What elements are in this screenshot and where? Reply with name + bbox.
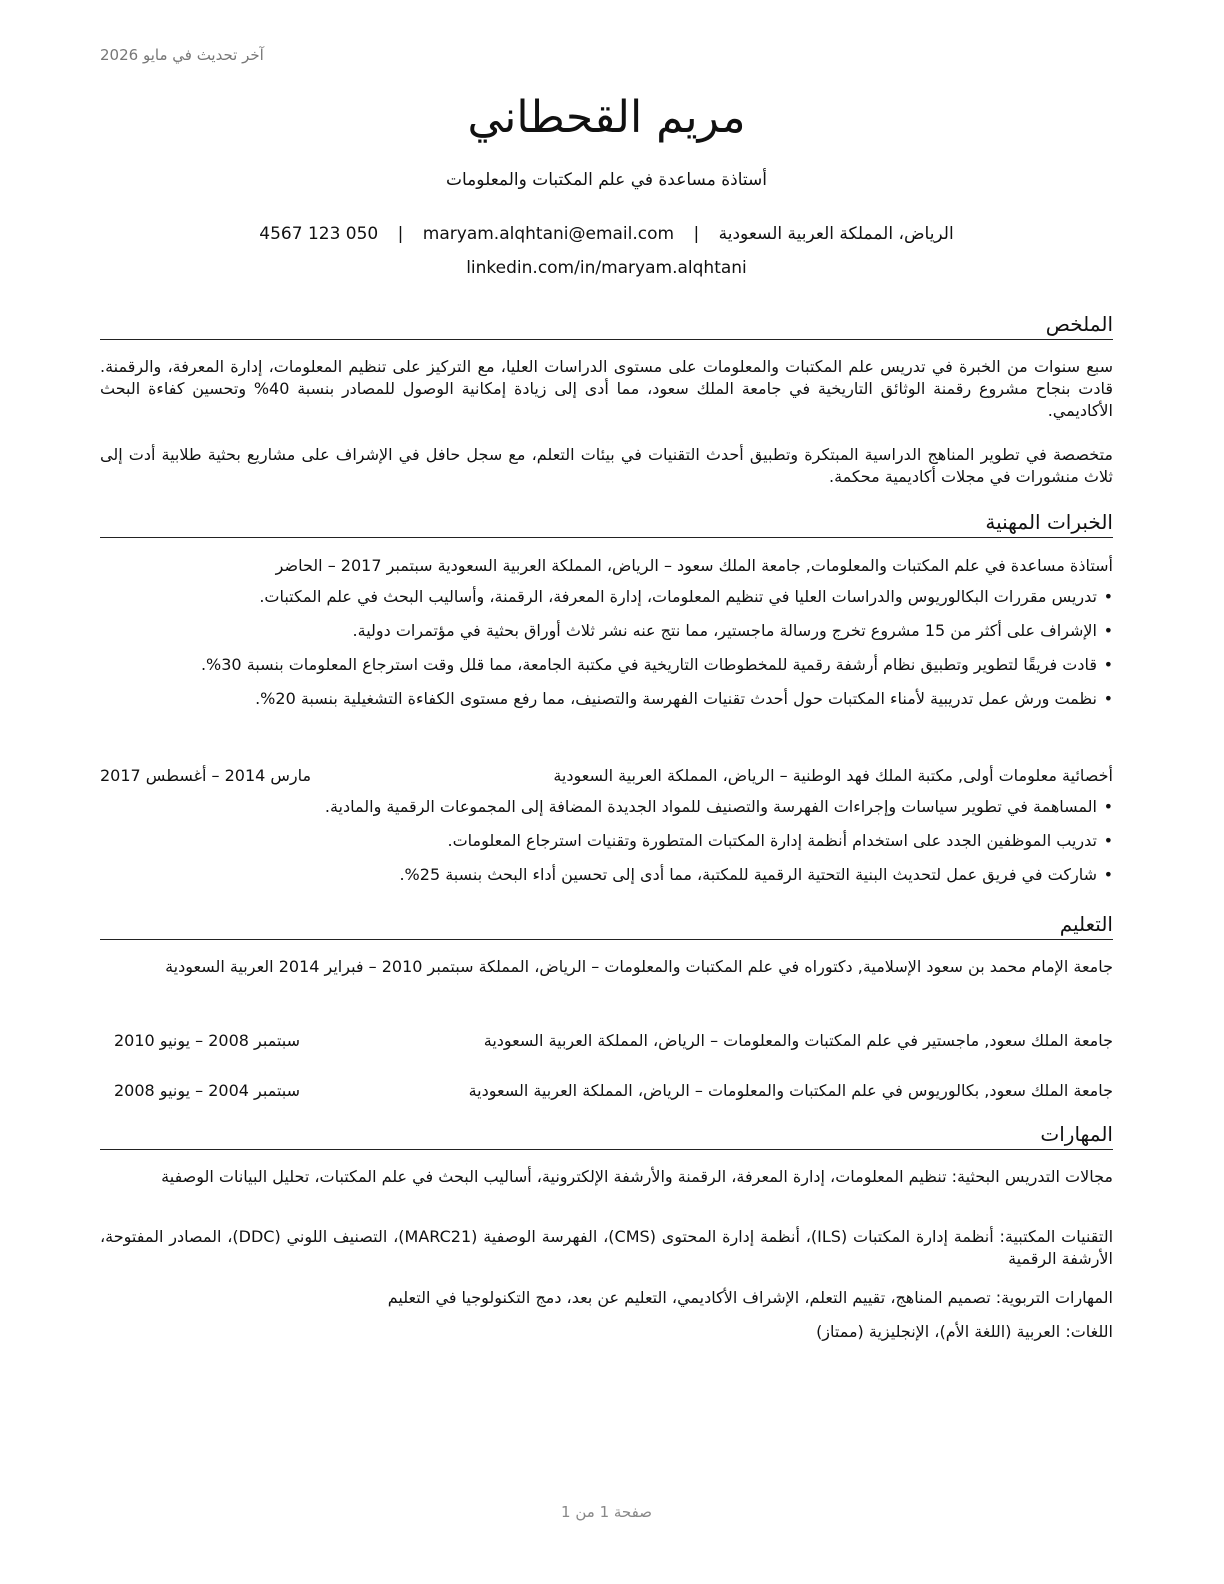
summary-paragraph: متخصصة في تطوير المناهج الدراسية المبتكرة وتطبيق أحدث التقنيات في بيئات التعلم، مع سجل حافل في الإشراف على مشاريع بحثية طلابية أدت إلى ثلاث منشورات في مجلات أكاديمية محكمة. bbox=[100, 445, 1113, 486]
section-heading-skills: المهارات bbox=[100, 1122, 1113, 1150]
education-dates: سبتمبر 2004 – يونيو 2008 bbox=[114, 1081, 301, 1100]
skill-line: اللغات: العربية (اللغة الأم)، الإنجليزية (ممتاز) bbox=[816, 1322, 1113, 1341]
section-heading-education: التعليم bbox=[100, 912, 1113, 940]
list-item: • شاركت في فريق عمل لتحديث البنية التحتية الرقمية للمكتبة، مما أدى إلى تحسين أداء البحث بنسبة 25%. bbox=[100, 864, 1113, 886]
list-item: • نظمت ورش عمل تدريبية لأمناء المكتبات حول أحدث تقنيات الفهرسة والتصنيف، مما رفع مستوى الكفاءة التشغيلية بنسبة 20%. bbox=[100, 688, 1113, 710]
job-title: أخصائية معلومات أولى, مكتبة الملك فهد الوطنية – الرياض، المملكة العربية السعودية bbox=[553, 766, 1113, 785]
linkedin-link[interactable]: linkedin.com/in/maryam.alqhtani bbox=[466, 258, 747, 278]
education-item: جامعة الإمام محمد بن سعود الإسلامية, دكتوراه في علم المكتبات والمعلومات – الرياض، المملكة سبتمبر 2010 – فبراير 2014 العربية السعودية bbox=[165, 957, 1113, 976]
last-updated: آخر تحديث في مايو 2026 bbox=[100, 46, 264, 64]
job-dates: مارس 2014 – أغسطس 2017 bbox=[100, 766, 312, 785]
section-heading-experience: الخبرات المهنية bbox=[100, 510, 1113, 538]
summary-paragraph: سبع سنوات من الخبرة في تدريس علم المكتبات والمعلومات على مستوى الدراسات العليا، مع التركيز على تنظيم المعلومات، إدارة المعرفة، والرقمنة. قادت بنجاح مشروع رقمنة الوثائق التاريخية في جامعة الملك سعود، مما أدى إلى زيادة إمكانية الوصول للمصادر بنسبة 40% وتحسين كفاءة البحث الأكاديمي. bbox=[100, 357, 1114, 420]
list-item: • تدريب الموظفين الجدد على استخدام أنظمة إدارة المكتبات المتطورة وتقنيات استرجاع المعلومات. bbox=[100, 830, 1113, 852]
job-headline bbox=[100, 555, 1113, 577]
skill-line: مجالات التدريس البحثية: تنظيم المعلومات، إدارة المعرفة، الرقمنة والأرشفة الإلكترونية، أساليب البحث في علم المكتبات، تحليل البيانات الوصفية bbox=[161, 1167, 1113, 1186]
job-headline bbox=[100, 765, 1113, 787]
education-item bbox=[100, 1080, 1113, 1102]
education-degree: جامعة الملك سعود, ماجستير في علم المكتبات والمعلومات – الرياض، المملكة العربية السعودية bbox=[483, 1031, 1113, 1050]
candidate-title: أستاذة مساعدة في علم المكتبات والمعلومات bbox=[446, 170, 767, 190]
email-link[interactable]: maryam.alqhtani@email.com bbox=[422, 224, 675, 244]
candidate-name: مريم القحطاني bbox=[467, 92, 746, 143]
phone-number: 4567 123 050 bbox=[259, 224, 379, 244]
separator: | bbox=[693, 224, 700, 244]
job-title: أستاذة مساعدة في علم المكتبات والمعلومات, جامعة الملك سعود – الرياض، المملكة العربية السعودية سبتمبر 2017 – الحاضر bbox=[275, 556, 1113, 575]
list-item: • قادت فريقًا لتطوير وتطبيق نظام أرشفة رقمية للمخطوطات التاريخية في مكتبة الجامعة، مما قلل وقت استرجاع المعلومات بنسبة 30%. bbox=[100, 654, 1113, 676]
education-dates: سبتمبر 2008 – يونيو 2010 bbox=[114, 1031, 301, 1050]
location: الرياض، المملكة العربية السعودية bbox=[718, 224, 954, 244]
education-degree: جامعة الملك سعود, بكالوريوس في علم المكتبات والمعلومات – الرياض، المملكة العربية السعودية bbox=[468, 1081, 1113, 1100]
education-item bbox=[100, 1030, 1113, 1052]
resume-page bbox=[100, 0, 1113, 1584]
list-item: • تدريس مقررات البكالوريوس والدراسات العليا في تنظيم المعلومات، إدارة المعرفة، الرقمنة، وأساليب البحث في علم المكتبات. bbox=[100, 586, 1113, 608]
list-item: • الإشراف على أكثر من 15 مشروع تخرج ورسالة ماجستير، مما نتج عنه نشر ثلاث أوراق بحثية في مؤتمرات دولية. bbox=[100, 620, 1113, 642]
job-bullets bbox=[100, 796, 1113, 898]
section-heading-summary: الملخص bbox=[100, 312, 1113, 340]
skill-line: المهارات التربوية: تصميم المناهج، تقييم التعلم، الإشراف الأكاديمي، التعليم عن بعد، دمج التكنولوجيا في التعليم bbox=[387, 1288, 1113, 1307]
separator: | bbox=[397, 224, 404, 244]
skill-line: التقنيات المكتبية: أنظمة إدارة المكتبات (ILS)، أنظمة إدارة المحتوى (CMS)، الفهرسة الوصفية (MARC21)، التصنيف اللوني (DDC)، المصادر المفتوحة، الأرشفة الرقمية bbox=[100, 1227, 1114, 1268]
contact-line bbox=[100, 224, 1113, 244]
list-item: • المساهمة في تطوير سياسات وإجراءات الفهرسة والتصنيف للمواد الجديدة المضافة إلى المجموعات الرقمية والمادية. bbox=[100, 796, 1113, 818]
page-number: صفحة 1 من 1 bbox=[561, 1503, 652, 1521]
job-bullets bbox=[100, 586, 1113, 722]
